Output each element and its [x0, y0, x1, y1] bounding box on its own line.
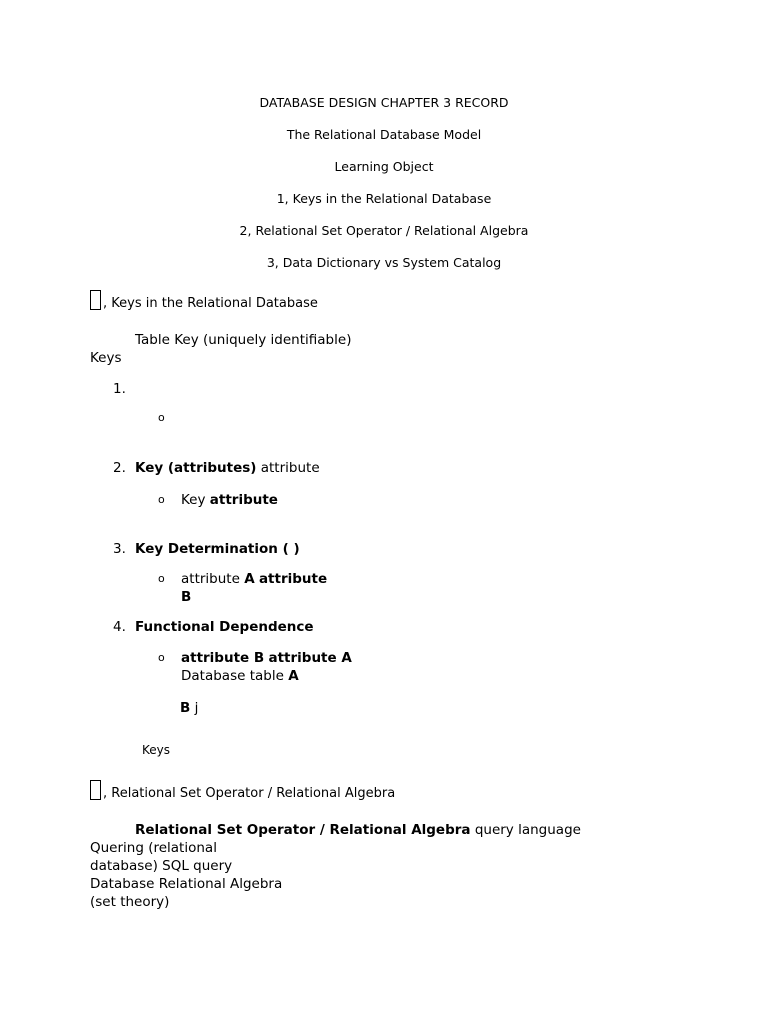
learning-object-heading: Learning Object: [334, 159, 434, 174]
section-2-heading: [90, 781, 395, 801]
bullet-text: j: [194, 700, 199, 716]
item-4-continuation: [180, 689, 198, 719]
list-number: 3.: [113, 541, 126, 557]
list-item-4: [113, 619, 314, 635]
bullet-bold: A: [244, 571, 255, 587]
section-2-title: , Relational Set Operator / Relational Algebra: [103, 786, 396, 801]
section-2-paragraph: [90, 821, 680, 911]
paragraph-text: SQL: [162, 858, 189, 874]
bullet-text: attribute: [181, 571, 240, 587]
paragraph-text: (set theory): [90, 894, 170, 910]
bullet-marker: o: [158, 651, 165, 664]
missing-glyph-icon: [90, 290, 101, 310]
paragraph-text: query: [193, 858, 233, 874]
objective-3: 3, Data Dictionary vs System Catalog: [266, 255, 502, 270]
paragraph-line: Keys: [90, 350, 122, 366]
paragraph-text: query language: [474, 822, 581, 838]
list-number: 1.: [113, 381, 126, 397]
list-item-3: [113, 541, 300, 557]
list-item-bold: Key Determination ( ): [135, 541, 300, 557]
bullet-bold: B: [181, 589, 192, 605]
bullet-bold: attribute: [258, 571, 328, 587]
missing-glyph-icon: [90, 780, 101, 800]
doc-subtitle: The Relational Database Model: [286, 127, 482, 142]
objective-2: 2, Relational Set Operator / Relational Algebra: [239, 223, 529, 238]
bullet-bold: attribute: [209, 492, 278, 508]
keys-large-line: [136, 731, 170, 761]
paragraph-bold: Relational Set Operator / Relational Algebra: [135, 822, 471, 838]
bullet-marker: o: [158, 572, 165, 585]
list-item-1: [113, 381, 135, 397]
list-number: 2.: [113, 460, 126, 476]
paragraph-text: Quering (relational: [90, 840, 217, 856]
list-number: 4.: [113, 619, 126, 635]
section-1-title: , Keys in the Relational Database: [103, 296, 318, 311]
paragraph-text: database): [90, 858, 158, 874]
list-item-text: attribute: [256, 460, 320, 476]
list-item-bold: Key (attributes): [135, 460, 257, 476]
paragraph-line: Table Key (uniquely identifiable): [135, 332, 352, 348]
bullet-text: Database table: [181, 668, 284, 684]
section-1-paragraph: [90, 331, 680, 367]
list-item-bold: Functional Dependence: [135, 619, 314, 635]
paragraph-text: Database: [90, 876, 155, 892]
bullet-marker: o: [158, 493, 165, 506]
paragraph-text: Relational Algebra: [158, 876, 283, 892]
bullet-marker: o: [158, 411, 165, 424]
objective-1: 1, Keys in the Relational Database: [276, 191, 492, 206]
keys-label: Keys: [142, 743, 171, 757]
bullet-bold: B: [180, 700, 191, 716]
bullet-bold: A: [288, 668, 299, 684]
bullet-text: Key: [181, 492, 206, 508]
bullet-bold: attribute B: [181, 650, 265, 666]
bullet-bold: attribute A: [268, 650, 352, 666]
section-1-heading: [90, 291, 318, 311]
doc-title: DATABASE DESIGN CHAPTER 3 RECORD: [259, 95, 509, 110]
list-item-2: [113, 460, 320, 476]
